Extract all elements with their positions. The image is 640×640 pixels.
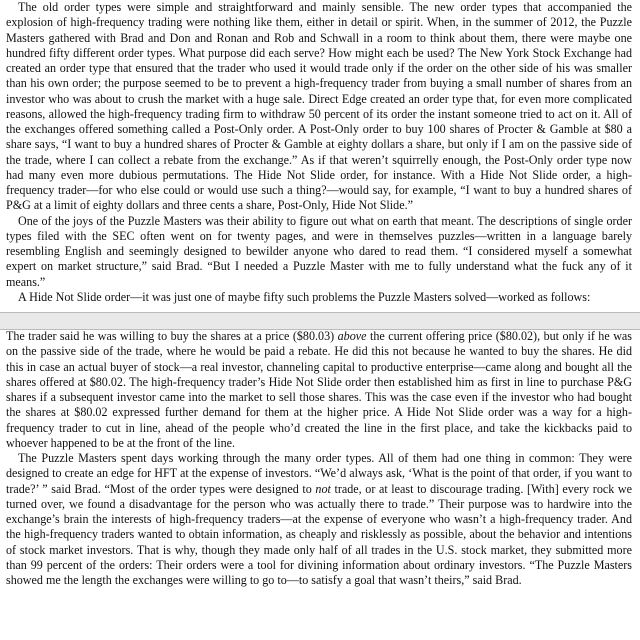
paragraph-puzzle-masters-joys: One of the joys of the Puzzle Masters was their ability to figure out what on earth that meant. The descriptions of single order types filed with the SEC often went on for twenty pages, and were in themselves puzzles—written in a language barely resembling English and seemingly designed to bewilder anyone who dared to read them. “I considered myself a somewhat expert on market structure,” said Brad. “But I needed a Puzzle Master with me to fully understand what the fuck any of it means.” [6,213,632,289]
page-text-lower [6,329,632,588]
paragraph-hide-not-slide-explained [6,329,632,451]
text-run: the current offering price ($80.02), but only if he was on the passive side of the trade, where he would be paid a rebate. He did this not because he wanted to buy the shares. He did this in case an actual buyer of stock—a real investor, channeling capital to productive enterprise—came along and bought all the shares offered at $80.02. The high-frequency trader’s Hide Not Slide order then established him as first in line to purchase P&G shares if a subsequent investor came into the market to sell those shares. This was the case even if the investor who had bought the shares at $80.02 expressed further demand for them at the higher price. A Hide Not Slide order was a way for a high-frequency trader to cut in line, ahead of the people who’d created the line in the first place, and take the kickbacks paid to whoever happened to be at the front of the line. [6,329,632,450]
text-run: The trader said he was willing to buy the shares at a price ($80.03) [6,329,338,343]
paragraph-hide-not-slide-intro: A Hide Not Slide order—it was just one of maybe fifty such problems the Puzzle Masters solved—worked as follows: [18,289,591,304]
text-run: The Puzzle Masters spent days working through the many order types. All of them had one thing in common: They were designed to create an edge for HFT at the expense of investors. “We’d always ask, ‘What is the point of that order, if you want to trade?’ ” said Brad. “Most of the order types were designed to [6,451,632,496]
paragraph-order-types: The old order types were simple and straightforward and mainly sensible. The new order types that accompanied the explosion of high-frequency trading were nothing like them, either in detail or spirit. When, in the summer of 2012, the Puzzle Masters gathered with Brad and Don and Ronan and Rob and Schwall in a room to think about them, there were maybe one hundred fifty different order types. What purpose did each serve? How might each be used? The New York Stock Exchange had created an order type that ensured that the trader who used it would trade only if the order on the other side of his was smaller than his own order; the purpose seemed to be to prevent a high-frequency trader from buying a small number of shares from an investor who was about to crush the market with a huge sale. Direct Edge created an order type that, for even more complicated reasons, allowed the high-frequency trading firm to withdraw 50 percent of its order the instant someone tried to act on it. All of the exchanges offered something called a Post-Only order. A Post-Only order to buy 100 shares of Procter & Gamble at $80 a share says, “I want to buy a hundred shares of Procter & Gamble at eighty dollars a share, but only if I am on the passive side of the trade, where I can collect a rebate from the exchange.” As if that weren’t squirrelly enough, the Post-Only order type now had many even more dubious permutations. The Hide Not Slide order, for instance. With a Hide Not Slide order, a high-frequency trader—for who else could or would use such a thing?—would say, for example, “I want to buy a hundred shares of P&G at a limit of eighty dollars and three cents a share, Post-Only, Hide Not Slide.” [6,0,632,213]
emphasis-not: not [315,481,331,496]
paragraph-order-types-common [6,451,632,588]
page-text-upper [6,0,632,305]
text-run: trade, or at least to discourage trading. [With] every rock we turned over, we found a disadvantage for the person who was actually there to trade.” Their purpose was to hardwire into the exchange’s brain the interests of high-frequency traders—at the expense of everyone who wasn’t a high-frequency trader. And the high-frequency traders wanted to obtain information, as cheaply and risklessly as possible, about the behavior and intentions of stock market investors. That is why, though they made only half of all trades in the U.S. stock market, they submitted more than 99 percent of the orders: Their orders were a tool for divining information about ordinary investors. “The Puzzle Masters showed me the length the exchanges were willing to go to—to satisfy a goal that wasn’t theirs,” said Brad. [6,481,632,587]
emphasis-above: above [337,329,367,343]
page-break-divider [0,312,640,330]
